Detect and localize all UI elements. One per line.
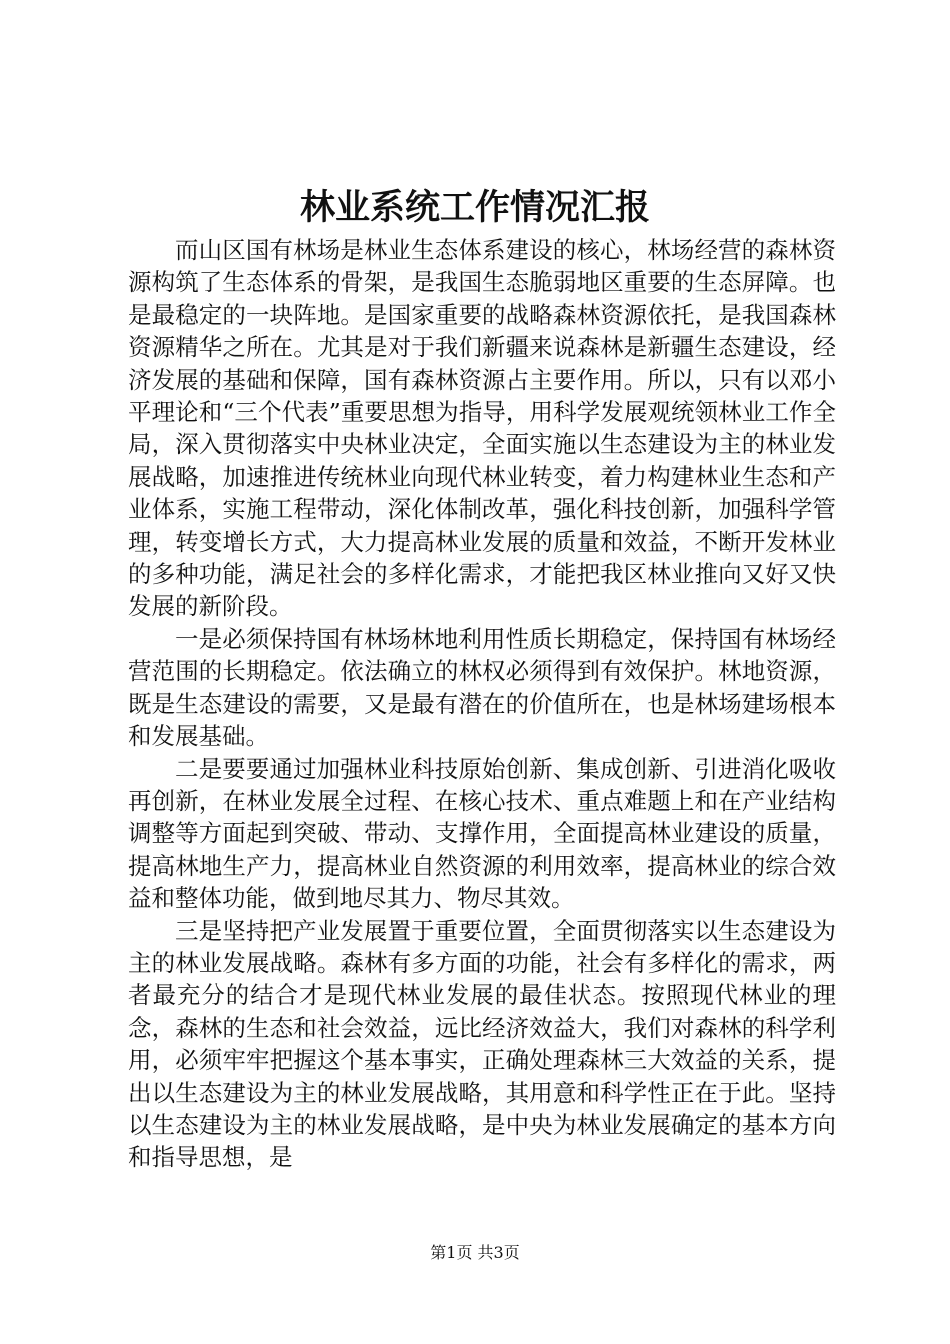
document-title: 林业系统工作情况汇报 [299, 187, 650, 228]
paragraph-2: 一是必须保持国有林场林地利用性质长期稳定，保持国有林场经营范围的长期稳定。依法确立的林权必须得到有效保护。林地资源，既是生态建设的需要，又是最有潜在的价值所在，也是林场建场根本和发展基础。 [128, 624, 836, 751]
paragraph-4: 三是坚持把产业发展置于重要位置，全面贯彻落实以生态建设为主的林业发展战略。森林有多方面的功能，社会有多样化的需求，两者最充分的结合才是现代林业发展的最佳状态。按照现代林业的理念，森林的生态和社会效益，远比经济效益大，我们对森林的科学利用，必须牢牢把握这个基本事实，正确处理森林三大效益的关系，提出以生态建设为主的林业发展战略，其用意和科学性正在于此。坚持以生态建设为主的林业发展战略，是中央为林业发展确定的基本方向和指导思想，是 [128, 916, 836, 1172]
paragraph-1: 而山区国有林场是林业生态体系建设的核心，林场经营的森林资源构筑了生态体系的骨架，是我国生态脆弱地区重要的生态屏障。也是最稳定的一块阵地。是国家重要的战略森林资源依托，是我国森林资源精华之所在。尤其是对于我们新疆来说森林是新疆生态建设，经济发展的基础和保障，国有森林资源占主要作用。所以，只有以邓小平理论和“三个代表”重要思想为指导，用科学发展观统领林业工作全局，深入贯彻落实中央林业决定，全面实施以生态建设为主的林业发展战略，加速推进传统林业向现代林业转变，着力构建林业生态和产业体系，实施工程带动，深化体制改革，强化科技创新，加强科学管理，转变增长方式，大力提高林业发展的质量和效益，不断开发林业的多种功能，满足社会的多样化需求，才能把我区林业推向又好又快发展的新阶段。 [128, 236, 836, 621]
paragraph-3: 二是要要通过加强林业科技原始创新、集成创新、引进消化吸收再创新，在林业发展全过程、在核心技术、重点难题上和在产业结构调整等方面起到突破、带动、支撑作用，全面提高林业建设的质量，提高林地生产力，提高林业自然资源的利用效率，提高林业的综合效益和整体功能，做到地尽其力、物尽其效。 [128, 754, 836, 913]
page-number-footer: 第1页 共3页 [430, 1243, 520, 1262]
document-body [128, 234, 836, 1174]
